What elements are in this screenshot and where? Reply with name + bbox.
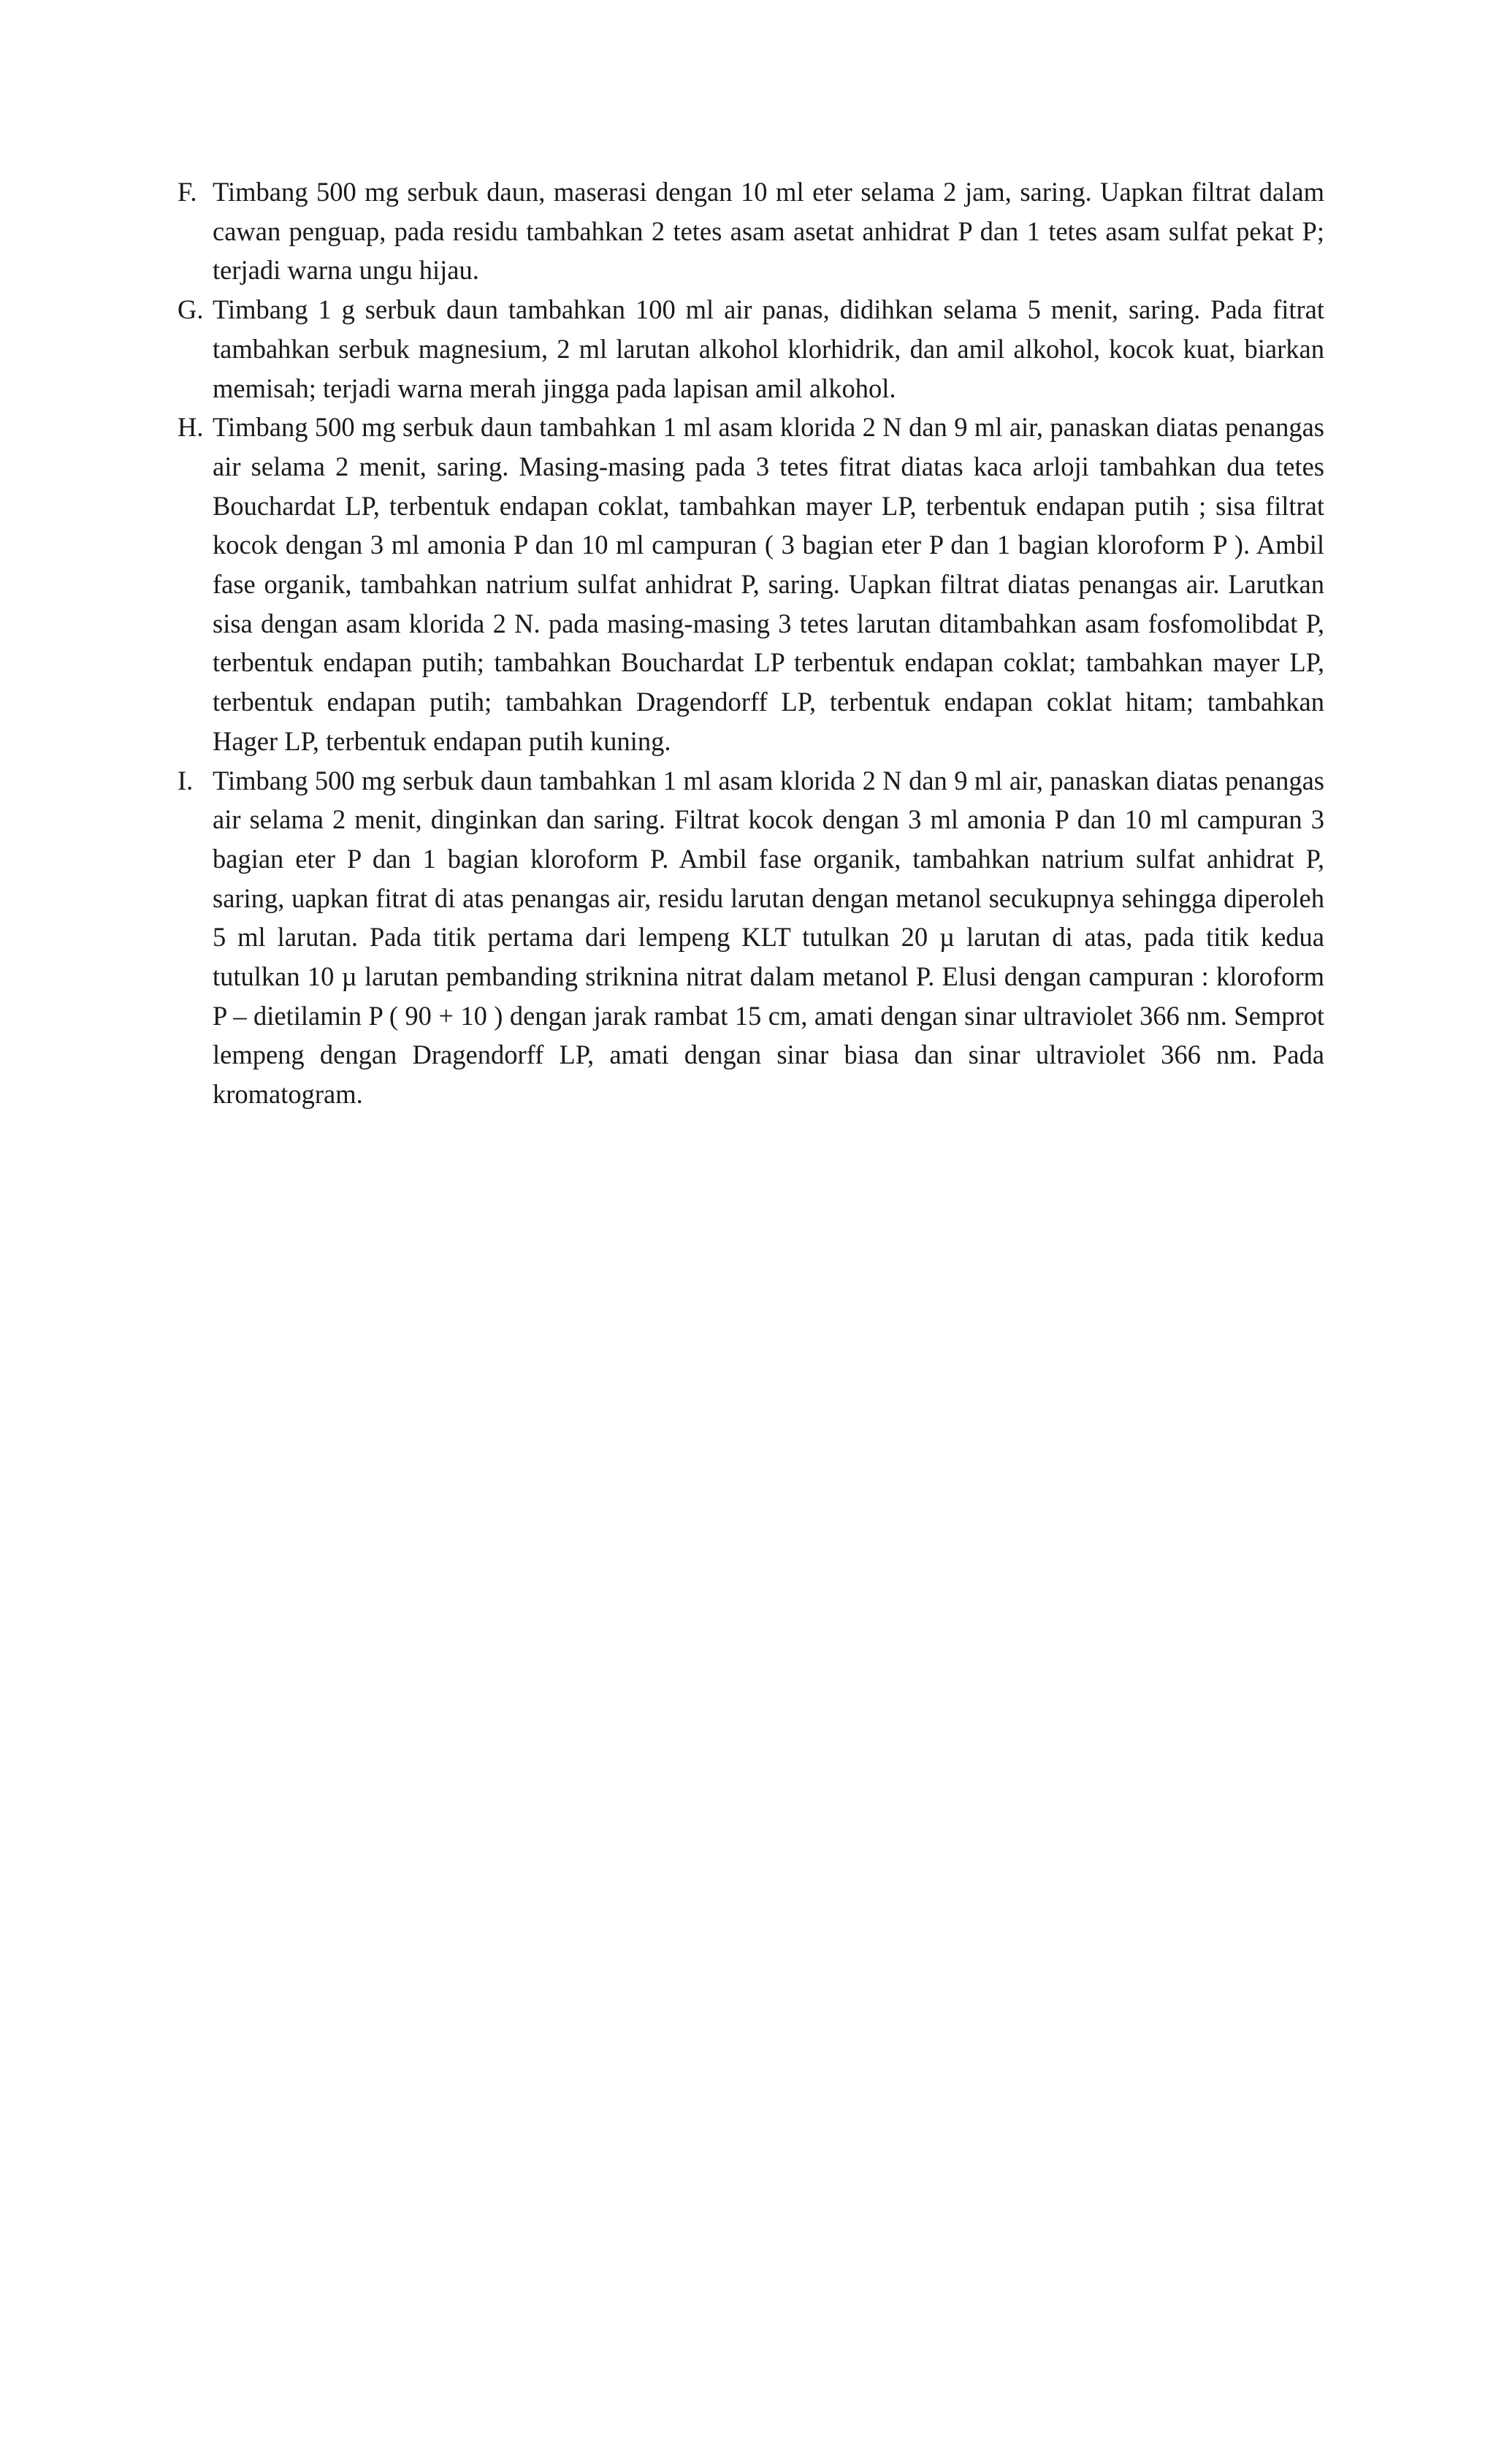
list-item-i bbox=[178, 761, 1324, 1114]
item-label: H. bbox=[178, 412, 204, 443]
item-text: Timbang 500 mg serbuk daun tambahkan 1 ml asam klorida 2 N dan 9 ml air, panaskan diatas penangas air selama 2 menit, saring. Masing-masing pada 3 tetes fitrat diatas kaca arloji tambahkan dua tetes Bouchardat LP, terbentuk endapan coklat, tambahkan mayer LP, terbentuk endapan putih ; sisa filtrat kocok dengan 3 ml amonia P dan 10 ml campuran ( 3 bagian eter P dan 1 bagian kloroform P ). Ambil fase organik, tambahkan natrium sulfat anhidrat P, saring. Uapkan filtrat diatas penangas air. Larutkan sisa dengan asam klorida 2 N. pada masing-masing 3 tetes larutan ditambahkan asam fosfomolibdat P, terbentuk endapan putih; tambahkan Bouchardat LP terbentuk endapan coklat; tambahkan mayer LP, terbentuk endapan putih; tambahkan Dragendorff LP, terbentuk endapan coklat hitam; tambahkan Hager LP, terbentuk endapan putih kuning. bbox=[213, 412, 1324, 756]
list-item-g bbox=[178, 290, 1324, 408]
procedure-list bbox=[178, 172, 1324, 1114]
item-label: I. bbox=[178, 765, 194, 796]
item-text: Timbang 1 g serbuk daun tambahkan 100 ml air panas, didihkan selama 5 menit, saring. Pada fitrat tambahkan serbuk magnesium, 2 ml larutan alkohol klorhidrik, dan amil alkohol, kocok kuat, biarkan memisah; terjadi warna merah jingga pada lapisan amil alkohol. bbox=[213, 294, 1324, 403]
item-text: Timbang 500 mg serbuk daun tambahkan 1 ml asam klorida 2 N dan 9 ml air, panaskan diatas penangas air selama 2 menit, dinginkan dan saring. Filtrat kocok dengan 3 ml amonia P dan 10 ml campuran 3 bagian eter P dan 1 bagian kloroform P. Ambil fase organik, tambahkan natrium sulfat anhidrat P, saring, uapkan fitrat di atas penangas air, residu larutan dengan metanol secukupnya sehingga diperoleh 5 ml larutan. Pada titik pertama dari lempeng KLT tutulkan 20 µ larutan di atas, pada titik kedua tutulkan 10 µ larutan pembanding striknina nitrat dalam metanol P. Elusi dengan campuran : kloroform P – dietilamin P ( 90 + 10 ) dengan jarak rambat 15 cm, amati dengan sinar ultraviolet 366 nm. Semprot lempeng dengan Dragendorff LP, amati dengan sinar biasa dan sinar ultraviolet 366 nm. Pada kromatogram. bbox=[213, 765, 1324, 1110]
item-label: F. bbox=[178, 177, 197, 207]
list-item-f bbox=[178, 172, 1324, 290]
item-text: Timbang 500 mg serbuk daun, maserasi dengan 10 ml eter selama 2 jam, saring. Uapkan filtrat dalam cawan penguap, pada residu tambahkan 2 tetes asam asetat anhidrat P dan 1 tetes asam sulfat pekat P; terjadi warna ungu hijau. bbox=[213, 177, 1324, 286]
list-item-h bbox=[178, 408, 1324, 760]
item-label: G. bbox=[178, 294, 204, 325]
